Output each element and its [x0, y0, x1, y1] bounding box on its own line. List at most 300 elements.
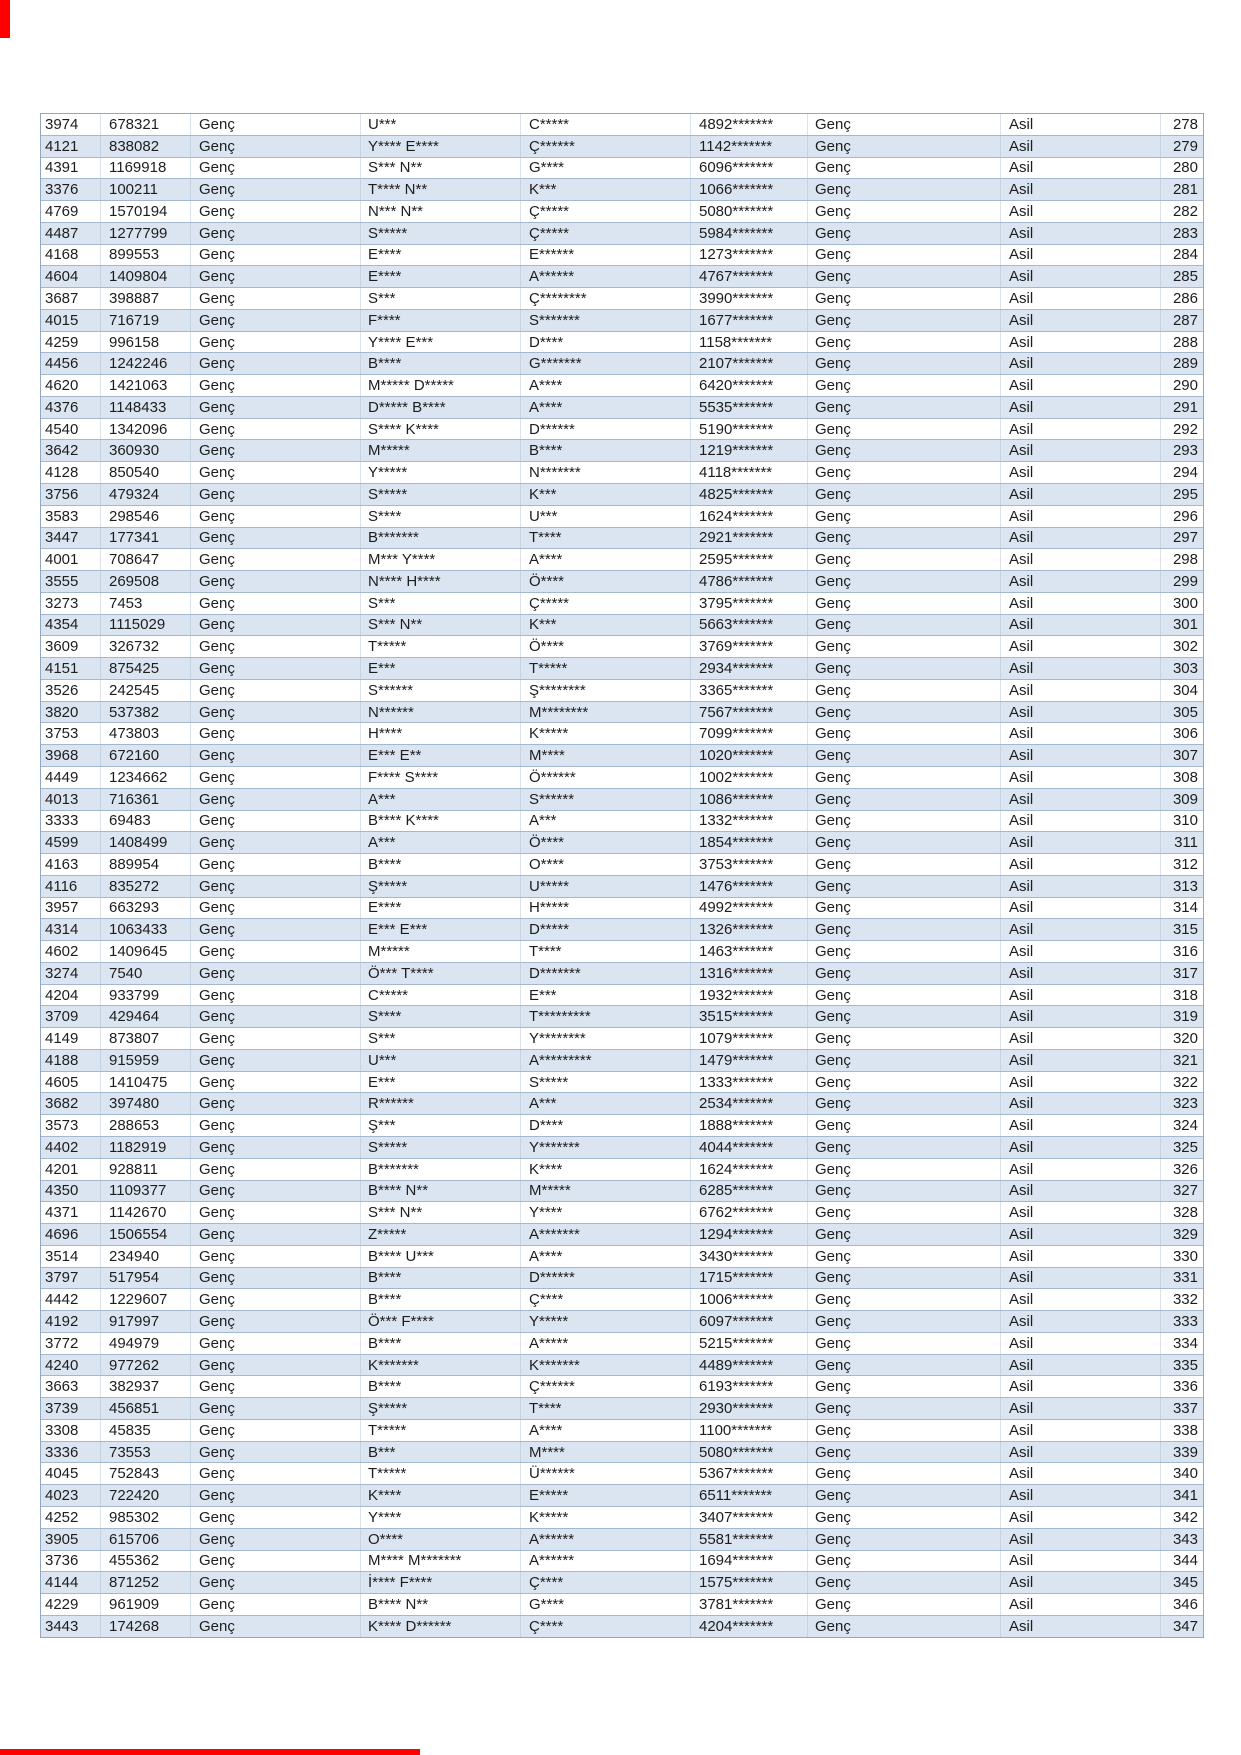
cell-kategori-tekrar: Genç [808, 397, 1001, 418]
cell-tc-kimlik: 4044******* [691, 1137, 808, 1158]
cell-tc-kimlik: 2934******* [691, 658, 808, 679]
cell-liste-turu: Asil [1001, 832, 1161, 853]
cell-liste-turu: Asil [1001, 1463, 1161, 1484]
cell-sira-no: 4449 [41, 767, 101, 788]
cell-kategori-tekrar: Genç [808, 789, 1001, 810]
cell-sira: 311 [1174, 834, 1198, 852]
cell-basvuru-no: 933799 [101, 985, 191, 1006]
cell-soyad: D****** [521, 419, 691, 440]
cell-soyad: T**** [521, 941, 691, 962]
cell-sira-no: 3772 [41, 1333, 101, 1354]
cell-tc-kimlik: 5080******* [691, 201, 808, 222]
table-row [41, 876, 1203, 898]
cell-liste-turu: Asil [1001, 1137, 1161, 1158]
cell-basvuru-no: 1570194 [101, 201, 191, 222]
cell-ad: B*** [361, 1442, 521, 1463]
cell-liste-turu: Asil [1001, 1616, 1161, 1637]
cell-basvuru-no: 174268 [101, 1616, 191, 1637]
cell-soyad: U*** [521, 506, 691, 527]
cell-sira: 346 [1172, 1595, 1198, 1613]
cell-soyad: Ö**** [521, 636, 691, 657]
cell-kategori: Genç [191, 745, 361, 766]
cell-sira: 326 [1172, 1160, 1198, 1178]
table-row [41, 898, 1203, 920]
cell-sira-no: 3333 [41, 811, 101, 832]
cell-kategori: Genç [191, 332, 361, 353]
cell-kategori: Genç [191, 919, 361, 940]
cell-liste-turu: Asil [1001, 266, 1161, 287]
cell-soyad: Ç**** [521, 1289, 691, 1310]
cell-soyad: G******* [521, 353, 691, 374]
cell-kategori: Genç [191, 1485, 361, 1506]
cell-ad: R****** [361, 1093, 521, 1114]
cell-basvuru-no: 455362 [101, 1551, 191, 1572]
cell-soyad: H***** [521, 898, 691, 919]
cell-liste-turu: Asil [1001, 963, 1161, 984]
cell-liste-turu: Asil [1001, 1442, 1161, 1463]
cell-kategori: Genç [191, 549, 361, 570]
cell-tc-kimlik: 1476******* [691, 876, 808, 897]
table-row [41, 854, 1203, 876]
cell-ad: S*** N** [361, 1202, 521, 1223]
cell-soyad: Ç**** [521, 1616, 691, 1637]
cell-ad: S*** [361, 288, 521, 309]
cell-basvuru-no: 1242246 [101, 353, 191, 374]
cell-kategori: Genç [191, 854, 361, 875]
cell-ad: S***** [361, 223, 521, 244]
cell-tc-kimlik: 1694******* [691, 1551, 808, 1572]
cell-soyad: E*** [521, 985, 691, 1006]
cell-sira: 331 [1172, 1269, 1198, 1287]
cell-sira: 285 [1172, 268, 1198, 286]
cell-basvuru-no: 1506554 [101, 1224, 191, 1245]
cell-tc-kimlik: 1020******* [691, 745, 808, 766]
cell-sira: 291 [1172, 398, 1198, 416]
cell-sira-no: 4402 [41, 1137, 101, 1158]
cell-basvuru-no: 69483 [101, 811, 191, 832]
cell-tc-kimlik: 2107******* [691, 353, 808, 374]
cell-tc-kimlik: 4489******* [691, 1355, 808, 1376]
cell-sira-no: 4229 [41, 1594, 101, 1615]
cell-ad: M***** [361, 440, 521, 461]
cell-ad: Y**** E*** [361, 332, 521, 353]
cell-sira: 328 [1172, 1204, 1198, 1222]
cell-tc-kimlik: 1142******* [691, 136, 808, 157]
cell-liste-turu: Asil [1001, 1268, 1161, 1289]
cell-ad: E*** [361, 1072, 521, 1093]
cell-ad: Y**** E**** [361, 136, 521, 157]
cell-kategori: Genç [191, 1072, 361, 1093]
cell-sira: 280 [1172, 159, 1198, 177]
cell-tc-kimlik: 6420******* [691, 375, 808, 396]
cell-kategori: Genç [191, 114, 361, 135]
table-row [41, 332, 1203, 354]
table-row [41, 1616, 1203, 1637]
cell-kategori-tekrar: Genç [808, 332, 1001, 353]
cell-sira-no: 4314 [41, 919, 101, 940]
cell-liste-turu: Asil [1001, 179, 1161, 200]
cell-kategori-tekrar: Genç [808, 1137, 1001, 1158]
cell-ad: T***** [361, 636, 521, 657]
cell-sira-no: 4015 [41, 310, 101, 331]
cell-soyad: D******* [521, 963, 691, 984]
cell-ad: S*** [361, 593, 521, 614]
table-row [41, 549, 1203, 571]
cell-kategori: Genç [191, 245, 361, 266]
cell-kategori-tekrar: Genç [808, 702, 1001, 723]
cell-kategori-tekrar: Genç [808, 1202, 1001, 1223]
cell-kategori: Genç [191, 201, 361, 222]
cell-basvuru-no: 977262 [101, 1355, 191, 1376]
cell-soyad: A******* [521, 1224, 691, 1245]
cell-soyad: Y***** [521, 1311, 691, 1332]
cell-sira: 286 [1172, 290, 1198, 307]
cell-ad: Ö*** T**** [361, 963, 521, 984]
cell-kategori-tekrar: Genç [808, 919, 1001, 940]
cell-soyad: A****** [521, 1551, 691, 1572]
cell-kategori-tekrar: Genç [808, 1050, 1001, 1071]
table-row [41, 593, 1203, 615]
cell-basvuru-no: 177341 [101, 528, 191, 549]
cell-sira: 295 [1172, 485, 1198, 503]
cell-tc-kimlik: 2534******* [691, 1093, 808, 1114]
cell-liste-turu: Asil [1001, 636, 1161, 657]
cell-basvuru-no: 850540 [101, 462, 191, 483]
cell-tc-kimlik: 4892******* [691, 114, 808, 135]
cell-kategori: Genç [191, 941, 361, 962]
cell-sira: 316 [1172, 942, 1198, 960]
cell-tc-kimlik: 5984******* [691, 223, 808, 244]
cell-soyad: K*** [521, 615, 691, 636]
cell-soyad: A***** [521, 1333, 691, 1354]
cell-basvuru-no: 397480 [101, 1093, 191, 1114]
cell-sira-no: 4192 [41, 1311, 101, 1332]
cell-kategori-tekrar: Genç [808, 680, 1001, 701]
cell-kategori-tekrar: Genç [808, 1093, 1001, 1114]
cell-soyad: D**** [521, 1115, 691, 1136]
cell-kategori: Genç [191, 1594, 361, 1615]
cell-basvuru-no: 1142670 [101, 1202, 191, 1223]
cell-liste-turu: Asil [1001, 1028, 1161, 1049]
cell-sira-no: 4350 [41, 1181, 101, 1202]
cell-liste-turu: Asil [1001, 1289, 1161, 1310]
cell-liste-turu: Asil [1001, 114, 1161, 135]
cell-kategori-tekrar: Genç [808, 288, 1001, 309]
cell-soyad: Y******* [521, 1137, 691, 1158]
cell-sira-no: 4252 [41, 1507, 101, 1528]
cell-ad: İ**** F**** [361, 1572, 521, 1593]
cell-kategori: Genç [191, 1355, 361, 1376]
cell-tc-kimlik: 1854******* [691, 832, 808, 853]
cell-liste-turu: Asil [1001, 1594, 1161, 1615]
cell-sira: 283 [1172, 224, 1198, 242]
cell-kategori-tekrar: Genç [808, 1028, 1001, 1049]
cell-soyad: T**** [521, 528, 691, 549]
cell-sira-no: 3957 [41, 898, 101, 919]
table-row [41, 1093, 1203, 1115]
cell-liste-turu: Asil [1001, 593, 1161, 614]
cell-sira: 343 [1172, 1530, 1198, 1548]
cell-kategori-tekrar: Genç [808, 1159, 1001, 1180]
table-row [41, 223, 1203, 245]
cell-basvuru-no: 875425 [101, 658, 191, 679]
table-row [41, 1224, 1203, 1246]
cell-sira: 300 [1172, 594, 1198, 612]
cell-soyad: S******* [521, 310, 691, 331]
cell-kategori: Genç [191, 1137, 361, 1158]
cell-tc-kimlik: 1158******* [691, 332, 808, 353]
cell-kategori: Genç [191, 1115, 361, 1136]
cell-sira-no: 4769 [41, 201, 101, 222]
cell-kategori: Genç [191, 484, 361, 505]
cell-ad: B**** N** [361, 1181, 521, 1202]
cell-liste-turu: Asil [1001, 1311, 1161, 1332]
cell-sira-no: 4045 [41, 1463, 101, 1484]
cell-kategori-tekrar: Genç [808, 854, 1001, 875]
cell-sira: 307 [1172, 747, 1198, 765]
cell-sira: 304 [1172, 681, 1198, 699]
cell-tc-kimlik: 3365******* [691, 680, 808, 701]
table-row [41, 353, 1203, 375]
cell-sira: 288 [1172, 333, 1198, 351]
cell-sira-no: 3514 [41, 1246, 101, 1267]
cell-tc-kimlik: 3407******* [691, 1507, 808, 1528]
cell-liste-turu: Asil [1001, 745, 1161, 766]
cell-kategori: Genç [191, 702, 361, 723]
cell-basvuru-no: 917997 [101, 1311, 191, 1332]
cell-kategori: Genç [191, 440, 361, 461]
cell-basvuru-no: 752843 [101, 1463, 191, 1484]
cell-sira-no: 4013 [41, 789, 101, 810]
cell-ad: M***** [361, 941, 521, 962]
cell-soyad: Y**** [521, 1202, 691, 1223]
cell-kategori: Genç [191, 680, 361, 701]
cell-kategori: Genç [191, 462, 361, 483]
cell-kategori: Genç [191, 1463, 361, 1484]
cell-liste-turu: Asil [1001, 332, 1161, 353]
cell-soyad: B**** [521, 440, 691, 461]
cell-sira: 320 [1172, 1030, 1198, 1048]
cell-basvuru-no: 360930 [101, 440, 191, 461]
cell-kategori-tekrar: Genç [808, 440, 1001, 461]
table-row [41, 462, 1203, 484]
cell-kategori: Genç [191, 593, 361, 614]
cell-tc-kimlik: 3990******* [691, 288, 808, 309]
cell-liste-turu: Asil [1001, 789, 1161, 810]
table-row [41, 832, 1203, 854]
cell-tc-kimlik: 1479******* [691, 1050, 808, 1071]
table-row [41, 158, 1203, 180]
cell-kategori: Genç [191, 876, 361, 897]
table-row [41, 963, 1203, 985]
cell-kategori: Genç [191, 1333, 361, 1354]
cell-sira: 322 [1172, 1073, 1198, 1091]
cell-tc-kimlik: 7567******* [691, 702, 808, 723]
cell-sira: 294 [1172, 464, 1198, 482]
cell-sira-no: 4149 [41, 1028, 101, 1049]
cell-tc-kimlik: 1316******* [691, 963, 808, 984]
cell-tc-kimlik: 5190******* [691, 419, 808, 440]
cell-ad: B**** [361, 1333, 521, 1354]
cell-liste-turu: Asil [1001, 353, 1161, 374]
cell-kategori: Genç [191, 963, 361, 984]
cell-liste-turu: Asil [1001, 1093, 1161, 1114]
cell-soyad: Y******** [521, 1028, 691, 1049]
cell-sira-no: 3573 [41, 1115, 101, 1136]
cell-soyad: K*** [521, 179, 691, 200]
cell-tc-kimlik: 3515******* [691, 1006, 808, 1027]
table-row [41, 419, 1203, 441]
cell-liste-turu: Asil [1001, 811, 1161, 832]
cell-tc-kimlik: 2930******* [691, 1398, 808, 1419]
table-row [41, 245, 1203, 267]
cell-ad: S**** [361, 1006, 521, 1027]
cell-tc-kimlik: 1932******* [691, 985, 808, 1006]
cell-soyad: Ş******** [521, 680, 691, 701]
cell-basvuru-no: 678321 [101, 114, 191, 135]
cell-kategori-tekrar: Genç [808, 1246, 1001, 1267]
cell-liste-turu: Asil [1001, 680, 1161, 701]
cell-ad: S****** [361, 680, 521, 701]
cell-liste-turu: Asil [1001, 702, 1161, 723]
cell-liste-turu: Asil [1001, 1224, 1161, 1245]
table-row [41, 1507, 1203, 1529]
cell-liste-turu: Asil [1001, 941, 1161, 962]
table-row [41, 1268, 1203, 1290]
cell-sira: 314 [1172, 899, 1198, 917]
cell-ad: S*** N** [361, 158, 521, 179]
cell-ad: B******* [361, 528, 521, 549]
cell-basvuru-no: 889954 [101, 854, 191, 875]
table-row [41, 1006, 1203, 1028]
cell-kategori-tekrar: Genç [808, 615, 1001, 636]
cell-basvuru-no: 961909 [101, 1594, 191, 1615]
cell-kategori-tekrar: Genç [808, 1181, 1001, 1202]
cell-kategori-tekrar: Genç [808, 506, 1001, 527]
cell-tc-kimlik: 1326******* [691, 919, 808, 940]
cell-kategori-tekrar: Genç [808, 549, 1001, 570]
cell-liste-turu: Asil [1001, 440, 1161, 461]
cell-tc-kimlik: 4204******* [691, 1616, 808, 1637]
cell-kategori: Genç [191, 832, 361, 853]
cell-sira-no: 4240 [41, 1355, 101, 1376]
cell-kategori-tekrar: Genç [808, 528, 1001, 549]
cell-sira: 303 [1172, 660, 1198, 678]
cell-kategori-tekrar: Genç [808, 636, 1001, 657]
table-row [41, 615, 1203, 637]
cell-kategori-tekrar: Genç [808, 1398, 1001, 1419]
cell-kategori-tekrar: Genç [808, 114, 1001, 135]
cell-tc-kimlik: 6285******* [691, 1181, 808, 1202]
cell-basvuru-no: 73553 [101, 1442, 191, 1463]
cell-basvuru-no: 838082 [101, 136, 191, 157]
cell-kategori-tekrar: Genç [808, 484, 1001, 505]
cell-soyad: Ç****** [521, 1376, 691, 1397]
cell-sira-no: 4487 [41, 223, 101, 244]
cell-soyad: C***** [521, 114, 691, 135]
cell-sira: 347 [1172, 1617, 1198, 1635]
cell-ad: B**** [361, 1268, 521, 1289]
cell-ad: S*** [361, 1028, 521, 1049]
cell-basvuru-no: 100211 [101, 179, 191, 200]
cell-kategori: Genç [191, 1246, 361, 1267]
cell-sira: 293 [1172, 442, 1198, 460]
cell-sira-no: 3682 [41, 1093, 101, 1114]
cell-ad: M*** Y**** [361, 549, 521, 570]
cell-liste-turu: Asil [1001, 310, 1161, 331]
cell-ad: K**** [361, 1485, 521, 1506]
table-row [41, 1028, 1203, 1050]
cell-sira-no: 4620 [41, 375, 101, 396]
cell-soyad: Ö**** [521, 571, 691, 592]
cell-basvuru-no: 537382 [101, 702, 191, 723]
cell-soyad: T***** [521, 658, 691, 679]
cell-tc-kimlik: 4786******* [691, 571, 808, 592]
cell-kategori: Genç [191, 767, 361, 788]
cell-sira: 310 [1172, 812, 1198, 830]
cell-basvuru-no: 1409645 [101, 941, 191, 962]
table-row [41, 1050, 1203, 1072]
table-row [41, 723, 1203, 745]
cell-sira: 342 [1172, 1508, 1198, 1526]
cell-kategori-tekrar: Genç [808, 1442, 1001, 1463]
cell-liste-turu: Asil [1001, 136, 1161, 157]
cell-kategori-tekrar: Genç [808, 136, 1001, 157]
table-row [41, 1485, 1203, 1507]
cell-liste-turu: Asil [1001, 1398, 1161, 1419]
table-row [41, 767, 1203, 789]
cell-sira: 338 [1172, 1421, 1198, 1439]
cell-kategori-tekrar: Genç [808, 658, 1001, 679]
cell-basvuru-no: 835272 [101, 876, 191, 897]
cell-kategori-tekrar: Genç [808, 811, 1001, 832]
cell-tc-kimlik: 4118******* [691, 462, 808, 483]
cell-basvuru-no: 456851 [101, 1398, 191, 1419]
cell-kategori-tekrar: Genç [808, 353, 1001, 374]
cell-kategori: Genç [191, 1529, 361, 1550]
cell-sira-no: 4391 [41, 158, 101, 179]
cell-sira: 332 [1172, 1291, 1198, 1309]
cell-sira: 299 [1172, 572, 1198, 590]
cell-sira: 323 [1172, 1095, 1198, 1113]
cell-sira: 325 [1172, 1138, 1198, 1156]
cell-kategori: Genç [191, 571, 361, 592]
cell-sira: 305 [1172, 703, 1198, 721]
cell-ad: U*** [361, 114, 521, 135]
cell-tc-kimlik: 5581******* [691, 1529, 808, 1550]
cell-kategori: Genç [191, 636, 361, 657]
cell-kategori-tekrar: Genç [808, 245, 1001, 266]
cell-kategori-tekrar: Genç [808, 266, 1001, 287]
cell-sira-no: 3609 [41, 636, 101, 657]
cell-kategori-tekrar: Genç [808, 419, 1001, 440]
cell-sira: 333 [1172, 1312, 1198, 1330]
cell-tc-kimlik: 1294******* [691, 1224, 808, 1245]
cell-kategori-tekrar: Genç [808, 1224, 1001, 1245]
cell-ad: S***** [361, 1137, 521, 1158]
cell-ad: K**** D****** [361, 1616, 521, 1637]
cell-kategori: Genç [191, 1376, 361, 1397]
cell-kategori: Genç [191, 288, 361, 309]
cell-liste-turu: Asil [1001, 1507, 1161, 1528]
cell-soyad: D***** [521, 919, 691, 940]
cell-sira: 327 [1172, 1182, 1198, 1200]
cell-sira: 289 [1172, 355, 1198, 373]
cell-kategori: Genç [191, 789, 361, 810]
cell-liste-turu: Asil [1001, 397, 1161, 418]
cell-kategori-tekrar: Genç [808, 1006, 1001, 1027]
cell-basvuru-no: 398887 [101, 288, 191, 309]
